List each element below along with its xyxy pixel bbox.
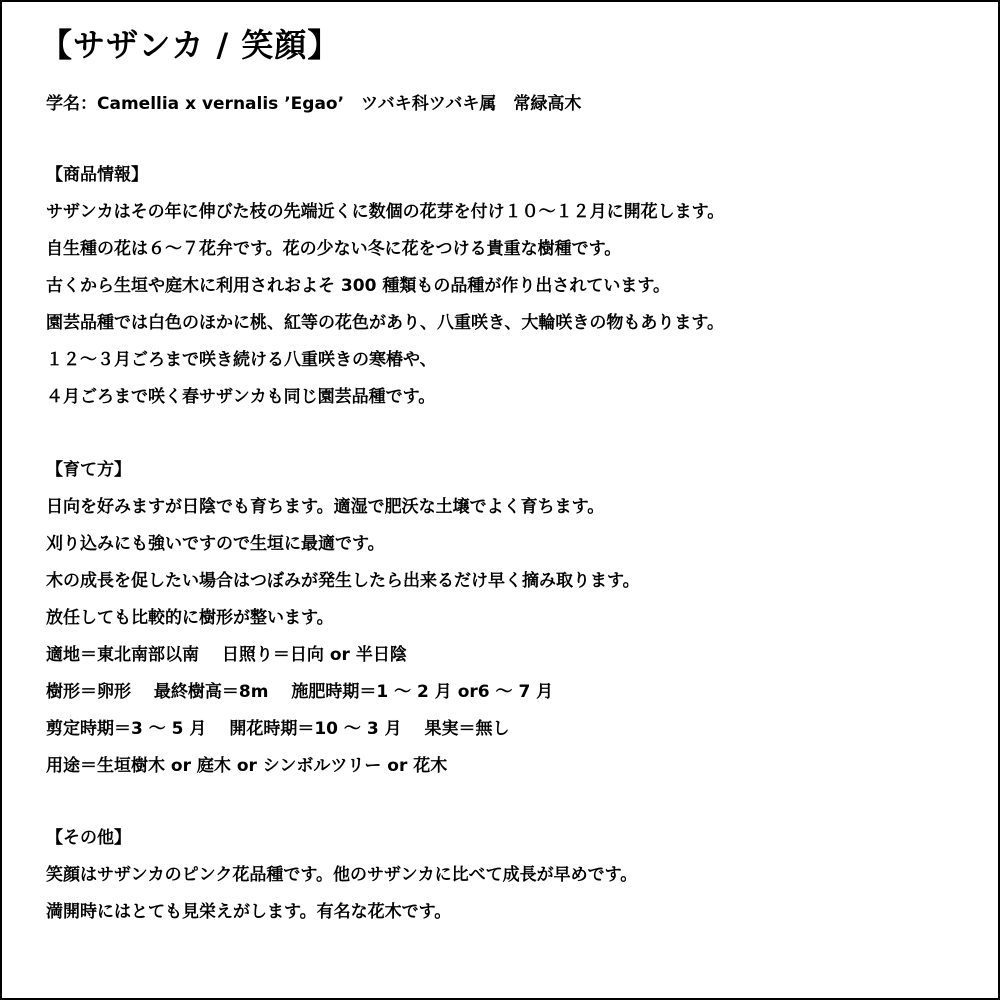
product-info-line: サザンカはその年に伸びた枝の先端近くに数個の花芽を付け１０～１２月に開花します。: [46, 202, 725, 222]
other-section: [46, 820, 637, 931]
product-info-line: 自生種の花は６～７花弁です。花の少ない冬に花をつける貴重な樹種です。: [46, 239, 622, 259]
scientific-name-line: 学名：Camellia x vernalis ’Egao’ ツバキ科ツバキ属 常緑高木: [46, 94, 582, 114]
product-info-line: 園芸品種では白色のほかに桃、紅等の花色があり、八重咲き、大輪咲きの物もあります。: [46, 313, 724, 333]
care-line: 樹形＝卵形 最終樹高＝8m 施肥時期＝1 ～ 2 月 or6 ～ 7 月: [46, 682, 554, 702]
product-info-heading: 【商品情報】: [46, 165, 148, 185]
other-line: 満開時にはとても見栄えがします。有名な花木です。: [46, 902, 452, 922]
care-line: 木の成長を促したい場合はつぼみが発生したら出来るだけ早く摘み取ります。: [46, 571, 640, 591]
other-heading: 【その他】: [46, 828, 131, 848]
care-line: 剪定時期＝3 ～ 5 月 開花時期＝10 ～ 3 月 果実＝無し: [46, 719, 510, 739]
other-line: 笑顔はサザンカのピンク花品種です。他のサザンカに比べて成長が早めです。: [46, 865, 638, 885]
care-section: [46, 452, 640, 785]
care-line: 刈り込みにも強いですので生垣に最適です。: [46, 534, 385, 554]
care-line: 用途＝生垣樹木 or 庭木 or シンボルツリー or 花木: [46, 756, 448, 776]
care-line: 適地＝東北南部以南 日照り＝日向 or 半日陰: [46, 645, 407, 665]
care-line: 放任しても比較的に樹形が整います。: [46, 608, 334, 628]
care-heading: 【育て方】: [46, 460, 131, 480]
product-info-line: 古くから生垣や庭木に利用されおよそ 300 種類もの品種が作り出されています。: [46, 276, 670, 296]
product-info-line: １２～３月ごろまで咲き続ける八重咲きの寒椿や、: [46, 350, 437, 370]
product-info-line: ４月ごろまで咲く春サザンカも同じ園芸品種です。: [46, 387, 436, 407]
product-info-section: [46, 157, 724, 416]
page-title: 【サザンカ / 笑顔】: [40, 26, 341, 64]
care-line: 日向を好みますが日陰でも育ちます。適湿で肥沃な土壌でよく育ちます。: [46, 497, 605, 517]
